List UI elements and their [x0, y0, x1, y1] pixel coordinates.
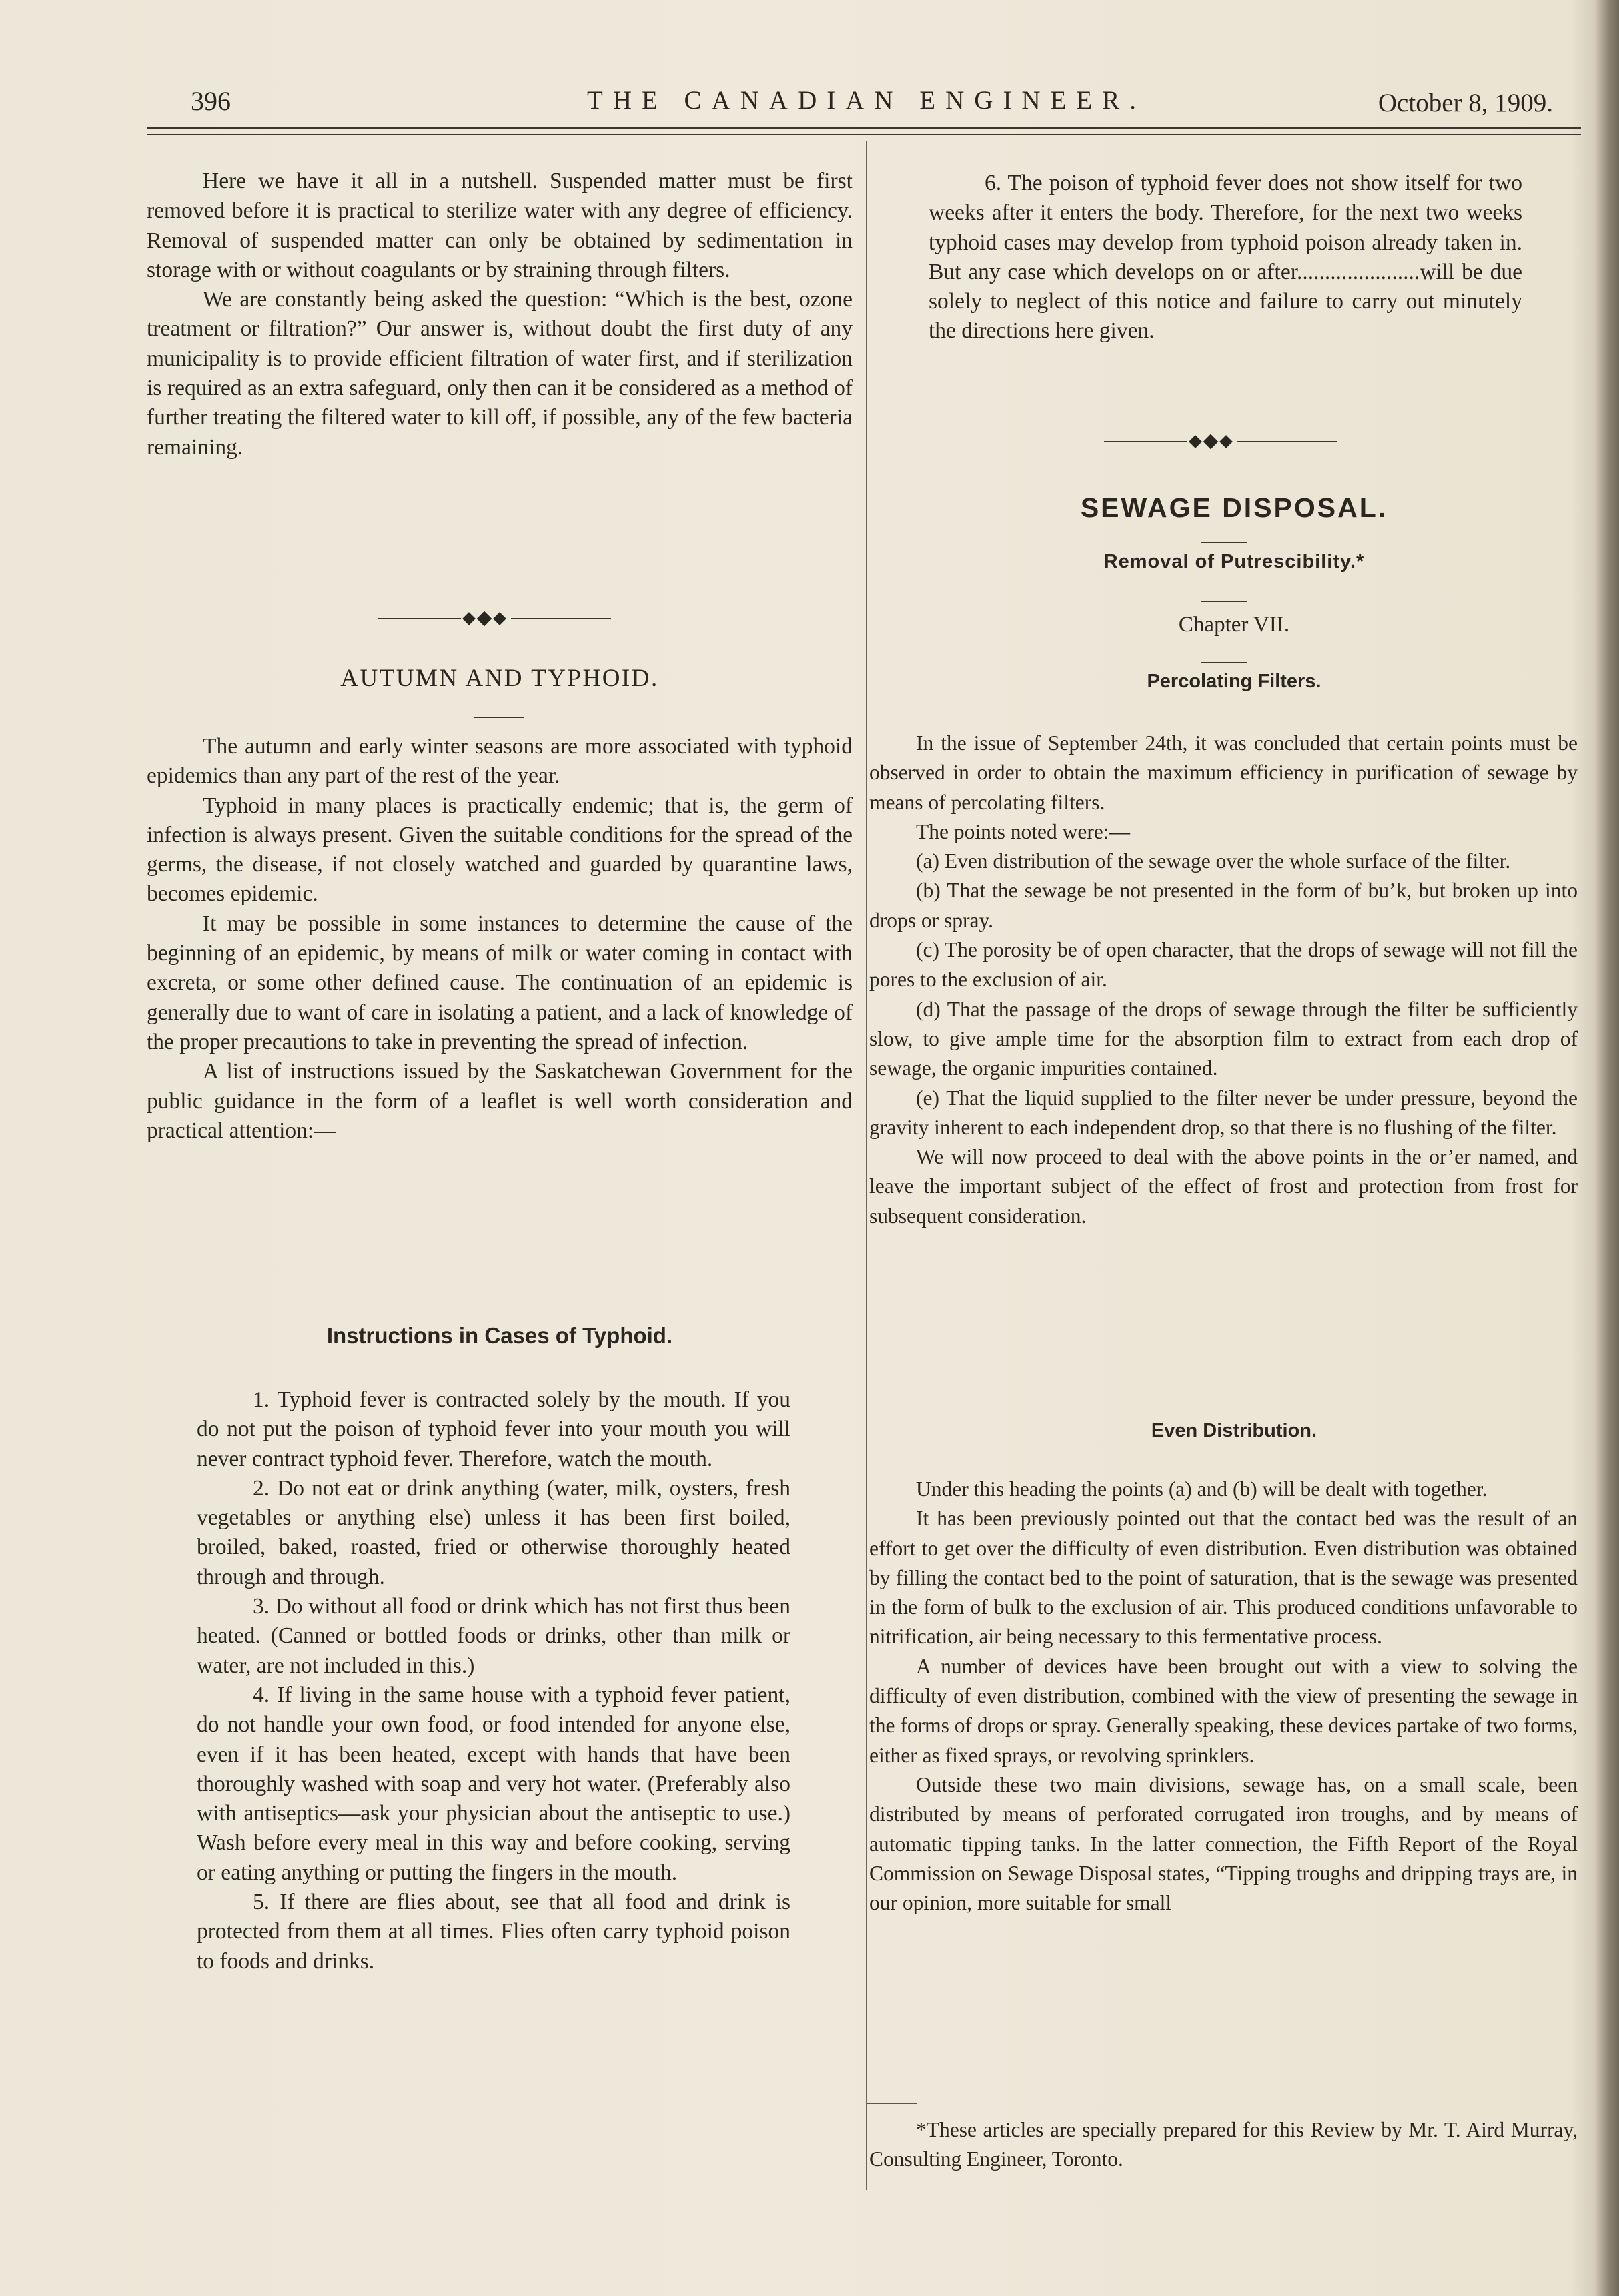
paragraph: We are constantly being asked the question: “Which is the best, ozone treatment or filtration?” Our answer is, without doubt the first duty of any municipality is to provide efficient filtration of water first, and if sterilization is required as an extra safeguard, only then can it be considered as a method of further treating the filtered water to kill off, if possible, any of the few bacteria remaining. — [147, 287, 853, 460]
instruction-item: 4. If living in the same house with a typhoid fever patient, do not handle your own food, or food intended for anyone else, even if it has been heated, except with hands that have been thoroughly washed with soap and very hot water. (Preferably also with antiseptics—ask your physician about the antiseptic to use.) Wash before every meal in this way and before cooking, serving or eating anything or putting the fingers in the mouth. — [197, 1682, 790, 1885]
instructions-heading: Instructions in Cases of Typhoid. — [326, 1323, 673, 1348]
heading-rule — [1201, 662, 1247, 663]
paragraph: (d) That the passage of the drops of sewage through the filter be sufficiently slow, to give ample time for the absorption film to extract from each drop of sewage, the organic impurities contained. — [869, 997, 1578, 1080]
instruction-item: 3. Do without all food or drink which has not first thus been heated. (Canned or bottled foods or drinks, other than milk or water, are not included in this.) — [197, 1594, 790, 1678]
heading-rule — [474, 717, 524, 718]
book-spine-shadow — [1594, 0, 1619, 2296]
issue-date: October 8, 1909. — [1378, 89, 1553, 117]
sewage-subtitle: Removal of Putrescibility.* — [1103, 551, 1365, 572]
footnote-text: *These articles are specially prepared for this Review by Mr. T. Aird Murray, Consulting Engineer, Toronto. — [869, 2118, 1578, 2171]
instruction-item-6 — [929, 169, 1522, 346]
paragraph: (a) Even distribution of the sewage over the whole surface of the filter. — [916, 849, 1511, 873]
footnote-rule — [867, 2103, 917, 2104]
heading-rule — [1201, 542, 1247, 543]
instruction-item: 1. Typhoid fever is contracted solely by the mouth. If you do not put the poison of typhoid fever into your mouth you will never contract typhoid fever. Therefore, watch the mouth. — [197, 1387, 790, 1471]
paragraph: Here we have it all in a nutshell. Suspended matter must be first removed before it is practical to sterilize water with any degree of efficiency. Removal of suspended matter can only be obtained by sedimentation in storage with or without coagulants or by straining through filters. — [147, 169, 853, 282]
paragraph: The autumn and early winter seasons are more associated with typhoid epidemics than any part of the rest of the year. — [147, 734, 853, 789]
journal-title: THE CANADIAN ENGINEER. — [587, 86, 1147, 115]
instructions-list — [197, 1385, 790, 1976]
autumn-typhoid-text — [147, 732, 853, 1146]
paragraph: (b) That the sewage be not presented in the form of bu’k, but broken up into drops or spray. — [869, 879, 1578, 932]
heading-rule — [1201, 601, 1247, 602]
section-ornament — [1104, 435, 1344, 448]
paragraph: (c) The porosity be of open character, that the drops of sewage will not fill the pores to the exclusion of air. — [869, 938, 1578, 992]
paragraph: In the issue of September 24th, it was concluded that certain points must be observed in order to obtain the maximum efficiency in purification of sewage by means of percolating filters. — [869, 731, 1578, 814]
paragraph: We will now proceed to deal with the above points in the or’er named, and leave the important subject of the effect of frost and protection from frost for subsequent consideration. — [869, 1145, 1578, 1228]
page-header — [147, 79, 1561, 125]
instruction-item: 6. The poison of typhoid fever does not show itself for two weeks after it enters the body. Therefore, for the next two weeks typhoid cases may develop from typhoid poison already taken in. But any case which develops on or after......................will be due solely to neglect of this notice and failure to carry out minutely the directions here given. — [929, 171, 1522, 344]
paragraph: Typhoid in many places is practically endemic; that is, the germ of infection is always present. Given the suitable conditions for the spread of the germs, the disease, if not closely watched and guarded by quarantine laws, becomes epidemic. — [147, 793, 853, 907]
paragraph: Outside these two main divisions, sewage has, on a small scale, been distributed by means of perforated corrugated iron troughs, and by means of automatic tipping tanks. In the latter connection, the Fifth Report of the Royal Commission on Sewage Disposal states, “Tipping troughs and dripping trays are, in our opinion, more suitable for small — [869, 1772, 1578, 1915]
paragraph: Under this heading the points (a) and (b) will be dealt with together. — [916, 1477, 1488, 1501]
header-rule-secondary — [147, 134, 1581, 135]
instruction-item: 5. If there are flies about, see that all food and drink is protected from them at all times. Flies often carry typhoid poison to foods and drinks. — [197, 1890, 790, 1974]
even-distribution-heading: Even Distribution. — [1151, 1420, 1317, 1441]
instruction-item: 2. Do not eat or drink anything (water, milk, oysters, fresh vegetables or anything else) unless it has been first boiled, broiled, baked, roasted, fried or otherwise thoroughly heated through and through. — [197, 1475, 790, 1589]
column-divider — [866, 141, 867, 2190]
even-distribution-text — [869, 1475, 1578, 1918]
paragraph: It may be possible in some instances to determine the cause of the beginning of an epidemic, by means of milk or water coming in contact with excreta, or some other defined cause. The continuation of an epidemic is generally due to want of care in isolating a patient, and a lack of knowledge of the proper precautions to take in preventing the spread of infection. — [147, 911, 853, 1054]
percolating-filters-heading: Percolating Filters. — [1147, 671, 1321, 692]
paragraph: A number of devices have been brought out with a view to solving the difficulty of even distribution, combined with the view of presenting the sewage in the forms of drops or spray. Generally speaking, these devices partake of two forms, either as fixed sprays, or revolving sprinklers. — [869, 1654, 1578, 1767]
paragraph: It has been previously pointed out that the contact bed was the result of an effort to get over the difficulty of even distribution. Even distribution was obtained by filling the contact bed to the point of saturation, that is the sewage was presented in the form of bulk to the exclusion of air. This produced conditions unfavorable to nitrification, air being necessary to this fermentative process. — [869, 1507, 1578, 1649]
paragraph: A list of instructions issued by the Saskatchewan Government for the public guidance in the form of a leaflet is well worth consideration and practical attention:— — [147, 1059, 853, 1143]
percolating-filters-text — [869, 729, 1578, 1231]
autumn-typhoid-heading: AUTUMN AND TYPHOID. — [340, 665, 659, 692]
paragraph: The points noted were:— — [916, 819, 1131, 843]
page-number: 396 — [191, 86, 231, 116]
left-intro-text — [147, 167, 853, 462]
footnote — [869, 2115, 1578, 2174]
sewage-disposal-heading: SEWAGE DISPOSAL. — [1080, 492, 1388, 523]
header-rule — [147, 127, 1581, 129]
chapter-label: Chapter VII. — [1178, 613, 1290, 637]
paragraph: (e) That the liquid supplied to the filter never be under pressure, beyond the gravity inherent to each independent drop, so that there is no flushing of the filter. — [869, 1086, 1578, 1139]
section-ornament — [378, 612, 618, 625]
